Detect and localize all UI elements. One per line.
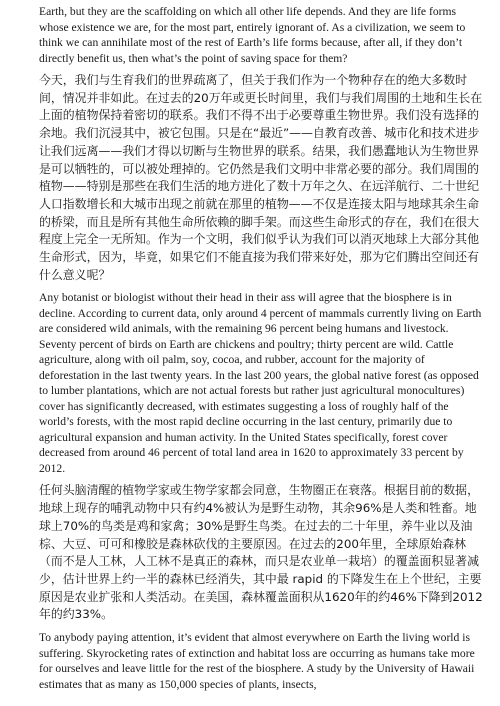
paragraph-english-3: To anybody paying attention, it’s evident that almost everywhere on Earth the living world is suffering. Skyrocketing rates of extinction and habitat loss are occurring as humans take more for ourselves and leave little for the rest of the biosphere. A study by the University of Hawaii estimates that as many as 150,000 species of plants, insects, — [39, 631, 475, 691]
paragraph-english-2: Any botanist or biologist without their head in their ass will agree that the biosphere is in decline. According to current data, only around 4 percent of mammals currently living on Earth are considered wild animals, with the remaining 96 percent being humans and livestock. Seventy percent of birds on Earth are chickens and poultry; thirty percent are wild. Cattle agriculture, along with oil palm, soy, cocoa, and rubber, account for the majority of deforestation in the last twenty years. In the last 200 years, the global native forest (as opposed to lumber plantations, which are not actual forests but rather just agricultural monocultures) cover has significantly decreased, with estimates suggesting a loss of roughly half of the world’s forests, with the most rapid decline occurring in the last century, primarily due to agricultural expansion and human activity. In the United States specifically, forest cover decreased from around 46 percent of total land area in 1620 to approximately 33 percent by 2012. — [39, 291, 482, 475]
paragraph-chinese-2: 任何头脑清醒的植物学家或生物学家都会同意，生物圈正在衰落。根据目前的数据，地球上现存的哺乳动物中只有约4%被认为是野生动物，其余96%是人类和牲畜。地球上70%的鸟类是鸡和家禽；30%是野生鸟类。在过去的二十年里，养牛业以及油棕、大豆、可可和橡胶是森林砍伐的主要原因。在过去的200年里，全球原始森林（而不是人工林，人工林不是真正的森林，而只是农业单一栽培）的覆盖面积显著减少，估计世界上约一半的森林已经消失，其中最 rapid 的下降发生在上个世纪，主要原因是农业扩张和人类活动。在美国，森林覆盖面积从1620年的约46%下降到2012年的约33%。 — [39, 483, 483, 622]
paragraph-chinese-1: 今天，我们与生育我们的世界疏离了，但关于我们作为一个物种存在的绝大多数时间，情况并非如此。在过去的20万年或更长时间里，我们与我们周围的土地和生长在上面的植物保持着密切的联系。我们不得不出于必要尊重生物世界。我们没有选择的余地。我们沉浸其中，被它包围。只是在“最近”——自教育改善、城市化和技术进步让我们远离——我们才得以切断与生物世界的联系。结果，我们愚蠢地认为生物世界是可以牺牲的，可以被处理掉的。它仍然是我们文明中非常必要的部分。我们周围的植物——特别是那些在我们生活的地方进化了数十万年之久、在远洋航行、二十世纪人口指数增长和大城市出现之前就在那里的植物——不仅是连接太阳与地球其余生命的桥梁，而且是所有其他生命所依赖的脚手架。而这些生命形式的存在，我们在很大程度上完全一无所知。作为一个文明，我们似乎认为我们可以消灭地球上大部分其他生命形式，因为，毕竟，如果它们不能直接为我们带来好处，那为它们腾出空间还有什么意义呢？ — [39, 73, 483, 282]
paragraph-english-1: Earth, but they are the scaffolding on which all other life depends. And they are life forms whose existence we are, for the most part, entirely ignorant of. As a civilization, we seem to think we can annihilate most of the rest of Earth’s life forms because, after all, if they don’t directly benefit us, then what’s the point of saving space for them? — [39, 5, 466, 65]
